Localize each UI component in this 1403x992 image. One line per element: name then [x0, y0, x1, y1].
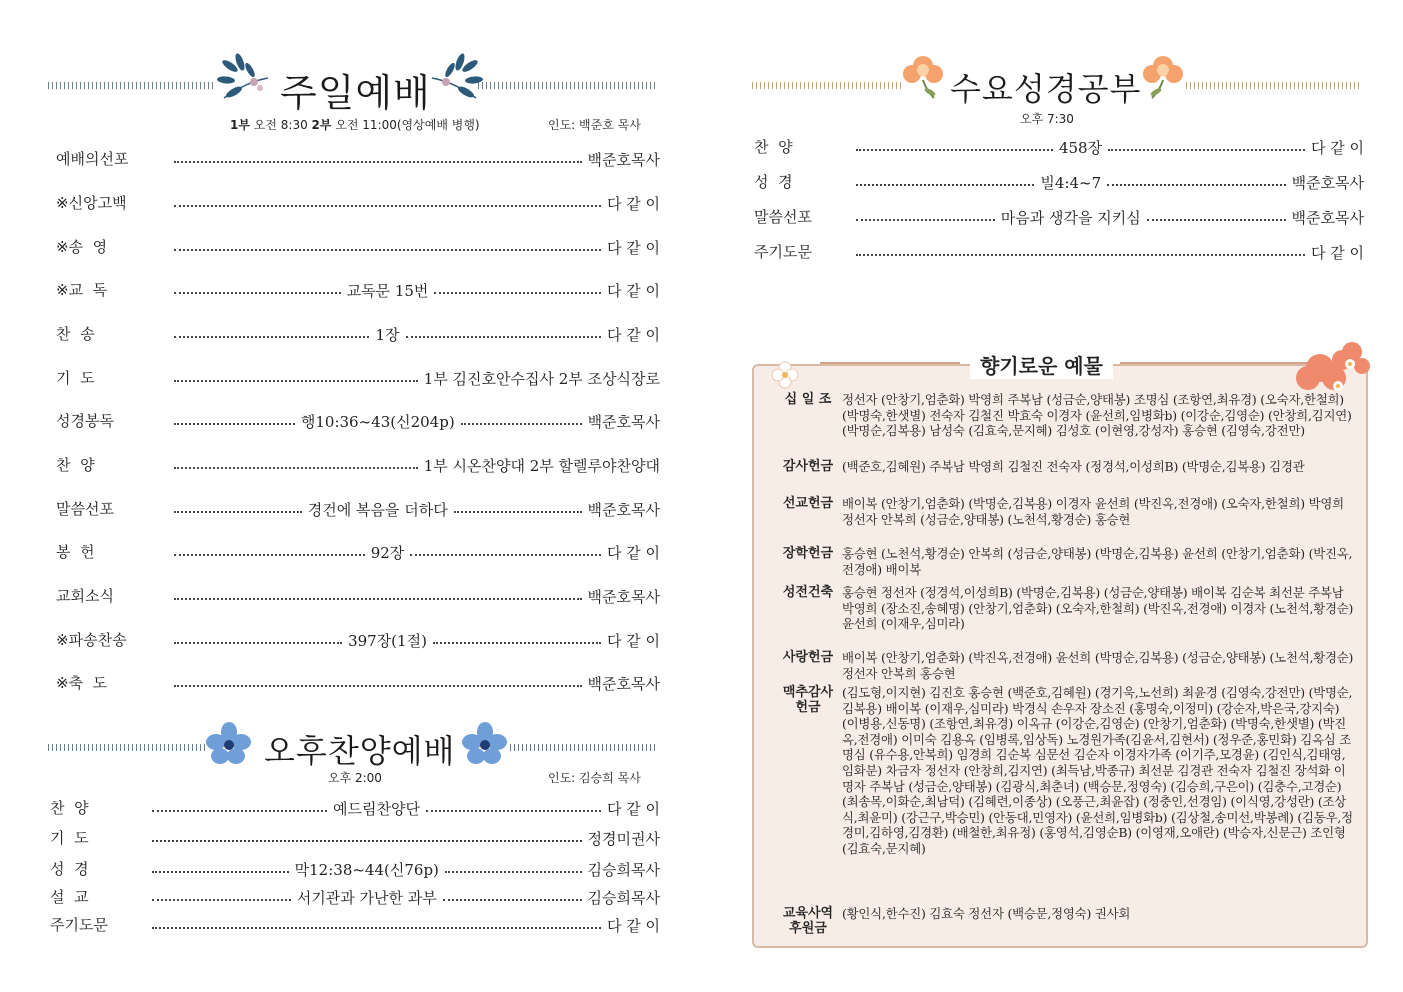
flower-icon	[770, 360, 800, 390]
offering-row	[774, 906, 1354, 936]
wednesday-row	[754, 241, 1364, 263]
item-leader: 정경미권사	[587, 829, 660, 848]
item-label: ※신앙고백	[56, 194, 127, 212]
offering-type: 맥추감사 헌금	[782, 685, 834, 715]
sunday-leader: 인도: 백준호 목사	[548, 118, 641, 132]
offerings-title: 향기로운 예물	[970, 350, 1113, 379]
item-label: 기 도	[50, 829, 89, 847]
item-label: 말씀선포	[56, 500, 114, 518]
item-label: ※파송찬송	[56, 631, 127, 649]
flower-icon	[206, 722, 252, 766]
offering-names: 배이복 (안창기,엄춘화) (박진옥,전경애) 윤선희 (박명순,김복용) (성금순,양태봉) (노천석,황경순) 정선자 안복희 홍승현	[842, 650, 1354, 681]
item-content: 행10:36~43(신204p)	[300, 412, 455, 431]
offering-names: (황인식,한수진) 김효숙 정선자 (백승문,정영숙) 권사회	[842, 906, 1131, 921]
item-label: 봉 헌	[56, 543, 95, 561]
item-label: 기 도	[56, 369, 95, 387]
offering-type: 십 일 조	[784, 392, 832, 407]
offering-row	[774, 650, 1354, 681]
item-content: 예드림찬양단	[333, 799, 420, 818]
item-label: 설 교	[50, 888, 89, 906]
leaf-icon	[216, 52, 276, 104]
item-label: 성 경	[754, 173, 793, 191]
item-label: ※송 영	[56, 238, 108, 256]
offering-row	[774, 685, 1354, 857]
item-leader: 백준호목사	[1291, 208, 1364, 227]
item-leader: 다 같 이	[1310, 243, 1364, 262]
offering-names: 홍승현 (노천석,황경순) 안복희 (성금순,양태봉) (박명순,김복용) 윤선희 (안창기,엄춘화) (박진옥,전경애) 배이복	[842, 546, 1353, 577]
item-label: 찬 송	[56, 325, 95, 343]
item-leader: 다 같 이	[1311, 138, 1365, 157]
item-leader: 다 같 이	[606, 194, 660, 213]
sunday-row	[56, 672, 660, 694]
afternoon-time: 오후 2:00	[328, 771, 382, 785]
item-leader: 다 같 이	[606, 543, 660, 562]
offering-names: (김도형,이지현) 김진호 홍승현 (백준호,김혜원) (경기욱,노선희) 최윤경 (김영숙,강전만) (박명순,김복용) 배이복 (이재우,심미라) 박경식 손우자 장소진 (홍명숙,이정미) (강순자,박은국,강지숙) (이병용,신동명) (조항연,최유경) 이옥규 (이강순,김영순) (안창기,엄춘화) (박명숙,한샛별) (박진옥,전경애) 이미숙 김용옥 (임병록,임상독) 노경원가족(김윤서,김현서) (정우준,홍민화) 김옥심 조명심 (유수용,안복희) 임경희 김순복 심문선 김순자 이경자가족 (이기주,모경윤) (김인식,김태영,임화분) 차금자 정선자 (안창희,김지연) (최득남,박종규) 최선분 김경관 전숙자 김철진 장석화 이명자 주복남 (성금순,양태봉) (김광식,최춘녀) (백승문,정영숙) (김승희,구은이) (김충수,고경순) (최송목,이화순,최남덕) (김혜련,이종상) (오풍근,최윤잡) (정충인,선경임) (이식영,강성란) (조상식,최윤미) (강근구,박승민) (안동대,민영자) (윤선희,임병화b) (김상철,송미선,박봉례) (김동우,정경미,김하영,김경환) (배철한,최유정) (홍영석,김영순B) (이영재,오애란) (박승자,신문근) 조인형 (김효숙,문지혜)	[842, 685, 1353, 856]
item-content: 마음과 생각을 지키심	[1000, 208, 1141, 227]
item-content: 빌4:4~7	[1040, 173, 1102, 192]
offering-names: 배이복 (안창기,엄춘화) (박명순,김복용) 이경자 윤선희 (박진옥,전경애) (오숙자,한철희) 박영희 정선자 안복희 (성금순,양태봉) (노천석,황경순) 홍승현	[842, 496, 1344, 527]
afternoon-row	[50, 886, 660, 908]
offering-type: 장학헌금	[782, 546, 834, 561]
wednesday-row	[754, 136, 1364, 158]
offering-row	[774, 546, 1354, 577]
item-label: 찬 양	[56, 456, 95, 474]
sunday-title: 주일예배	[280, 71, 431, 115]
wednesday-row	[754, 171, 1364, 193]
sunday-row	[56, 585, 660, 607]
flower-icon	[898, 50, 948, 104]
item-label: ※교 독	[56, 281, 108, 299]
item-label: 교회소식	[56, 587, 114, 605]
sunday-times: 1부 오전 8:30 2부 오전 11:00(영상예배 병행)	[230, 118, 480, 132]
item-content: 경건에 복음을 더하다	[307, 500, 448, 519]
item-leader: 다 같 이	[606, 799, 660, 818]
offering-type: 감사헌금	[782, 459, 834, 474]
afternoon-row	[50, 858, 660, 880]
item-content: 막12:38~44(신76p)	[294, 860, 439, 879]
offering-row	[774, 496, 1354, 527]
item-label: 찬 양	[50, 799, 89, 817]
offering-type: 사랑헌금	[782, 650, 834, 665]
wednesday-title: 수요성경공부	[950, 70, 1142, 108]
item-content: 1장	[375, 325, 400, 344]
item-leader: 백준호목사	[587, 412, 661, 431]
flower-icon	[1138, 50, 1188, 104]
sunday-row	[56, 279, 660, 301]
afternoon-row	[50, 914, 660, 936]
item-label: 말씀선포	[754, 208, 812, 226]
item-leader: 다 같 이	[606, 281, 660, 300]
offering-names: (백준호,김혜원) 주복남 박영희 김철진 전숙자 (정경석,이성희B) (박명순,김복용) 김경관	[842, 459, 1305, 474]
item-label: 주기도문	[754, 243, 812, 261]
sunday-row	[56, 148, 660, 170]
afternoon-row	[50, 797, 660, 819]
item-leader: 백준호목사	[587, 150, 660, 169]
sunday-row	[56, 541, 660, 563]
offering-row	[774, 459, 1354, 475]
offering-names: 정선자 (안창기,엄춘화) 박영희 주복남 (성금순,양태봉) 조명심 (조항연,최유경) (오숙자,한철희) (박명숙,한샛별) 전숙자 김철진 박효숙 이경자 (윤선희,임병화b) (이강순,김영순) (안창희,김지연) (박명순,김복용) 남성숙 (김효숙,문지혜) 김성호 (이현영,강성자) 홍승현 (김영숙,강전만)	[842, 392, 1352, 439]
item-content: 458장	[1058, 138, 1103, 157]
offering-names: 홍승현 정선자 (정경석,이성희B) (박명순,김복용) (성금순,양태봉) 배이복 김순복 최선분 주복남 박영희 (장소진,송혜명) (안창기,엄춘화) (오숙자,한철희) (박진옥,전경애) 이경자 (노천석,황경순) 윤선희 (이재우,심미라)	[842, 585, 1354, 632]
sunday-row	[56, 454, 660, 476]
item-content: 교독문 15번	[346, 281, 429, 300]
item-label: 주기도문	[50, 916, 108, 934]
item-leader: 백준호목사	[587, 674, 660, 693]
item-leader: 다 같 이	[606, 631, 660, 650]
item-leader: 다 같 이	[606, 238, 660, 257]
sunday-row	[56, 629, 660, 651]
sunday-row	[56, 498, 660, 520]
offering-type: 성전건축	[782, 585, 834, 600]
wednesday-row	[754, 206, 1364, 228]
offering-type: 선교헌금	[782, 496, 834, 511]
item-content: 92장	[370, 543, 405, 562]
item-label: 성경봉독	[56, 412, 114, 430]
item-label: 찬 양	[754, 138, 793, 156]
item-leader: 백준호목사	[1291, 173, 1365, 192]
item-leader: 백준호목사	[587, 587, 660, 606]
item-leader: 1부 시온찬양대 2부 할렐루야찬양대	[423, 456, 660, 475]
sunday-row	[56, 367, 660, 389]
sunday-row	[56, 192, 660, 214]
item-content: 397장(1절)	[348, 631, 427, 650]
item-label: 성 경	[50, 860, 89, 878]
item-leader: 1부 김진호안수집사 2부 조상식장로	[423, 369, 660, 388]
item-label: 예배의선포	[56, 150, 129, 168]
sunday-row	[56, 236, 660, 258]
item-content: 서기관과 가난한 과부	[296, 888, 437, 907]
wednesday-time: 오후 7:30	[1020, 112, 1074, 126]
offering-row	[774, 392, 1354, 439]
sunday-row	[56, 323, 660, 345]
item-leader: 다 같 이	[606, 325, 660, 344]
offering-type: 교육사역 후원금	[782, 906, 834, 936]
flower-icon	[462, 722, 508, 766]
afternoon-leader: 인도: 김승희 목사	[548, 771, 641, 785]
item-leader: 다 같 이	[606, 916, 660, 935]
item-leader: 김승희목사	[587, 888, 660, 907]
offering-row	[774, 585, 1354, 632]
item-label: ※축 도	[56, 674, 108, 692]
afternoon-title: 오후찬양예배	[264, 732, 456, 770]
item-leader: 백준호목사	[587, 500, 660, 519]
afternoon-row	[50, 827, 660, 849]
item-leader: 김승희목사	[587, 860, 660, 879]
sunday-row	[56, 410, 660, 432]
leaf-icon	[424, 52, 484, 104]
